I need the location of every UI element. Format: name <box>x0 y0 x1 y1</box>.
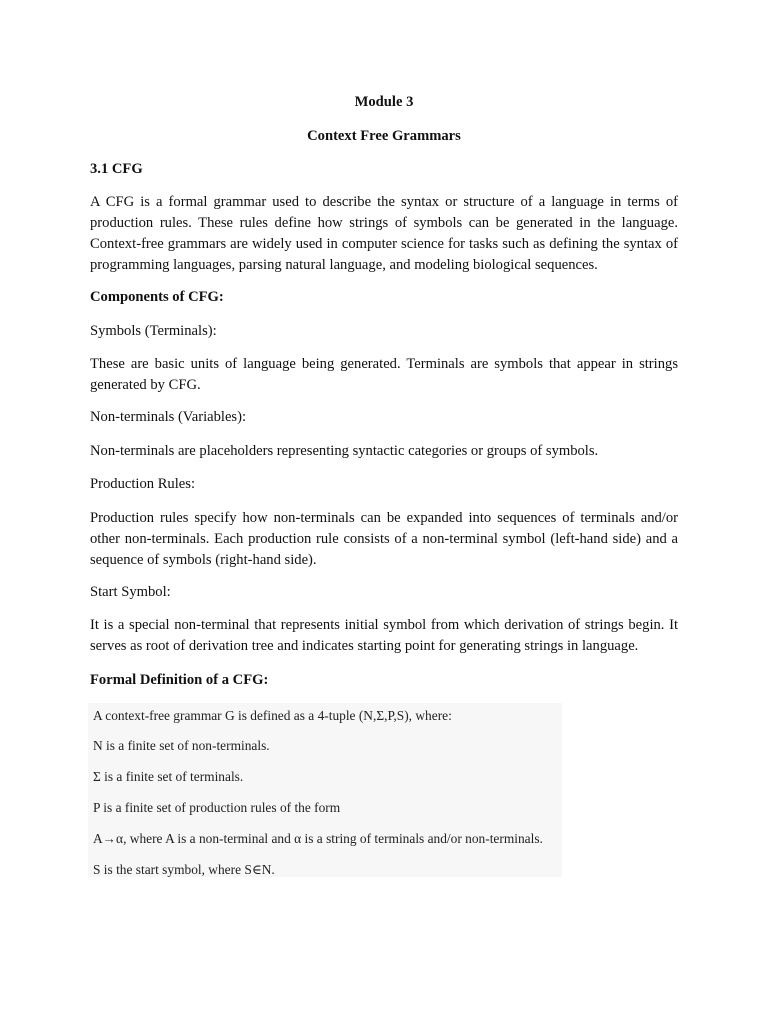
formal-definition-line: N is a finite set of non-terminals. <box>93 738 270 753</box>
formal-definition-line: A→α, where A is a non-terminal and α is a string of terminals and/or non-terminals. <box>93 831 543 846</box>
formal-definition-line: P is a finite set of production rules of the form <box>93 800 341 815</box>
component-description-nonterminals: Non-terminals are placeholders representing syntactic categories or groups of symbols. <box>90 443 599 459</box>
section-heading: 3.1 CFG <box>90 161 143 177</box>
module-title: Module 3 <box>354 94 414 110</box>
formal-definition-figure <box>88 703 562 877</box>
component-label-production-rules: Production Rules: <box>90 476 195 492</box>
formal-definition-line: S is the start symbol, where S∈N. <box>93 862 275 877</box>
formal-definition-line: A context-free grammar G is defined as a 4-tuple (N,Σ,P,S), where: <box>93 708 452 723</box>
component-description-start-symbol: It is a special non-terminal that represents initial symbol from which derivation of strings begin. It serves as root of derivation tree and indicates starting point for generating strings in language. <box>90 617 678 654</box>
formal-definition-line: Σ is a finite set of terminals. <box>93 769 244 784</box>
intro-paragraph: A CFG is a formal grammar used to describe the syntax or structure of a language in terms of production rules. These rules define how strings of symbols can be generated in the language. Context-free grammars are widely used in computer science for tasks such as defining the syntax of programming languages, parsing natural language, and modeling biological sequences. <box>90 194 678 273</box>
component-description-terminals: These are basic units of language being generated. Terminals are symbols that appear in strings generated by CFG. <box>90 356 678 393</box>
component-label-nonterminals: Non-terminals (Variables): <box>90 409 247 425</box>
components-heading: Components of CFG: <box>90 289 224 305</box>
component-label-terminals: Symbols (Terminals): <box>90 323 217 339</box>
formal-definition-heading: Formal Definition of a CFG: <box>90 672 269 688</box>
component-label-start-symbol: Start Symbol: <box>90 584 171 600</box>
component-description-production-rules: Production rules specify how non-terminals can be expanded into sequences of terminals and/or other non-terminals. Each production rule consists of a non-terminal symbol (left-hand side) and a sequence of symbols (right-hand side). <box>90 510 678 568</box>
module-subtitle: Context Free Grammars <box>307 128 461 144</box>
